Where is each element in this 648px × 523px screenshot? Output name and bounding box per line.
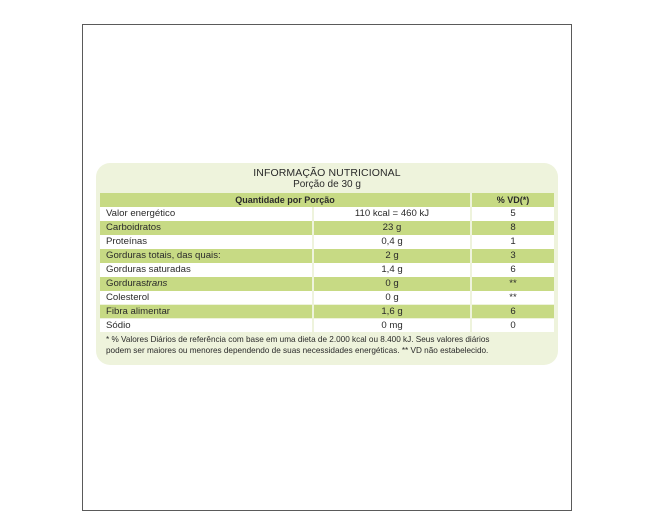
nutrient-vd: 5 [472,207,554,221]
table-row [100,235,554,249]
nutrient-vd: 6 [472,263,554,277]
header-quantity: Quantidade por Porção [100,193,470,207]
nutrient-vd: 8 [472,221,554,235]
nutrient-name-italic: trans [146,278,168,290]
nutrient-vd: 1 [472,235,554,249]
nutrient-name: Gorduras saturadas [100,263,312,277]
nutrient-vd: 0 [472,319,554,333]
table-row [100,277,554,291]
table-row [100,263,554,277]
header-vd: % VD(*) [472,193,554,207]
nutrient-vd: 3 [472,249,554,263]
nutrient-quantity: 0 g [314,277,470,291]
nutrient-quantity: 1,4 g [314,263,470,277]
footnote [100,335,554,356]
nutrition-table [100,193,554,332]
nutrient-name: Carboidratos [100,221,312,235]
footnote-line: podem ser maiores ou menores dependendo de suas necessidades energéticas. ** VD não estabelecido. [106,345,489,355]
table-row [100,207,554,221]
portion-size: Porção de 30 g [293,179,361,190]
nutrient-quantity: 0 mg [314,319,470,333]
nutrient-quantity: 110 kcal = 460 kJ [314,207,470,221]
nutrient-name: Gorduras totais, das quais: [100,249,312,263]
nutrient-vd: 6 [472,305,554,319]
nutrition-label [96,163,558,365]
nutrient-name: Fibra alimentar [100,305,312,319]
table-row [100,319,554,333]
nutrient-name: Gorduras trans [100,277,312,291]
nutrient-quantity: 0 g [314,291,470,305]
nutrient-quantity: 2 g [314,249,470,263]
table-row [100,291,554,305]
footnote-line: * % Valores Diários de referência com base em uma dieta de 2.000 kcal ou 8.400 kJ. Seus valores diários [106,335,490,345]
table-header [100,193,554,207]
table-row [100,221,554,235]
nutrient-quantity: 0,4 g [314,235,470,249]
nutrient-name: Valor energético [100,207,312,221]
nutrient-name: Sódio [100,319,312,333]
nutrient-name: Colesterol [100,291,312,305]
nutrient-name: Proteínas [100,235,312,249]
nutrient-quantity: 23 g [314,221,470,235]
table-row [100,305,554,319]
nutrient-vd: ** [472,291,554,305]
table-row [100,249,554,263]
nutrient-vd: ** [472,277,554,291]
label-title: INFORMAÇÃO NUTRICIONAL [253,167,401,179]
nutrient-quantity: 1,6 g [314,305,470,319]
